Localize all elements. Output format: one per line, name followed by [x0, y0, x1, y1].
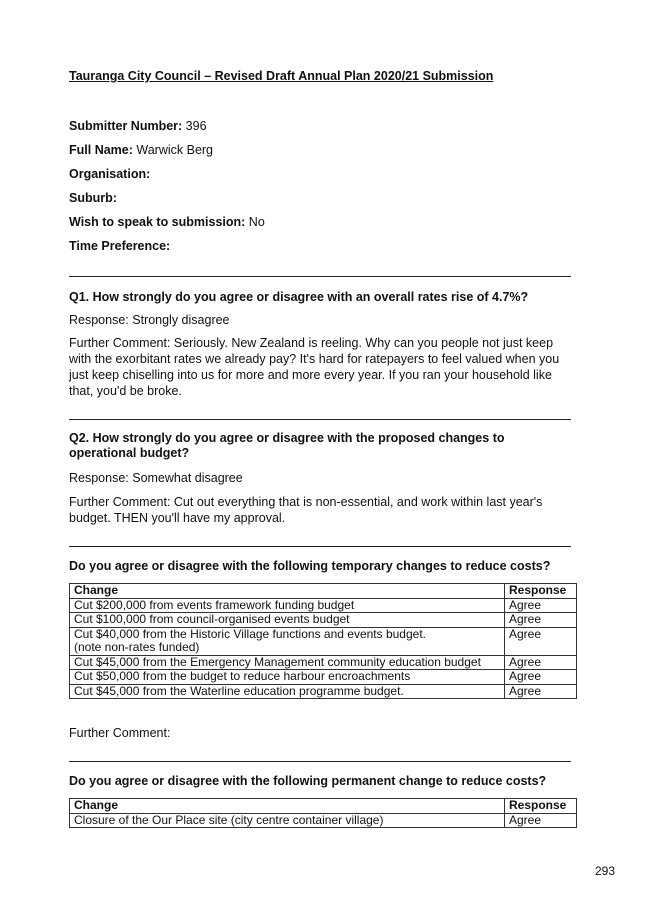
table-row — [70, 598, 577, 613]
section-divider — [69, 276, 571, 277]
page-number: 293 — [594, 864, 615, 878]
submitter-number-value: 396 — [182, 119, 207, 133]
response-column-header: Response — [505, 799, 577, 814]
q2-question: Q2. How strongly do you agree or disagree with the proposed changes to operational budget? — [69, 431, 505, 460]
change-cell: Cut $200,000 from events framework funding budget — [70, 598, 505, 613]
table-row — [70, 627, 577, 655]
wish-to-speak-label: Wish to speak to submission: — [69, 215, 246, 229]
wish-to-speak-field — [69, 215, 265, 230]
response-cell: Agree — [505, 627, 577, 655]
q2-comment: Further Comment: Cut out everything that is non-essential, and work within last year's budget. THEN you'll have my approval. — [69, 495, 543, 525]
permanent-change-question: Do you agree or disagree with the following permanent change to reduce costs? — [69, 774, 547, 788]
suburb-field — [69, 191, 117, 206]
table-row — [70, 655, 577, 670]
response-cell: Agree — [505, 598, 577, 613]
document-title: Tauranga City Council – Revised Draft Annual Plan 2020/21 Submission — [69, 69, 494, 83]
table-row — [70, 670, 577, 685]
time-preference-field — [69, 239, 170, 254]
full-name-label: Full Name: — [69, 143, 133, 157]
change-cell: Closure of the Our Place site (city centre container village) — [70, 813, 505, 828]
change-cell: Cut $50,000 from the budget to reduce harbour encroachments — [70, 670, 505, 685]
section-divider — [69, 419, 571, 420]
response-cell: Agree — [505, 684, 577, 699]
wish-to-speak-value: No — [245, 215, 265, 229]
submitter-number-field — [69, 119, 207, 134]
organisation-field — [69, 167, 150, 182]
q1-comment: Further Comment: Seriously. New Zealand is reeling. Why can you people not just keep with the exorbitant rates we already pay? It's hard for ratepayers to feel valued when you just keep chiselling into us for more and more every year. If you ran your household like that, you'd be broke. — [69, 336, 560, 398]
change-cell: Cut $100,000 from council-organised events budget — [70, 613, 505, 628]
q1-response: Response: Strongly disagree — [69, 313, 230, 327]
table-header-row — [70, 799, 577, 814]
change-note: (note non-rates funded) — [74, 640, 200, 654]
change-text: Cut $40,000 from the Historic Village functions and events budget. — [74, 626, 426, 641]
full-name-value: Warwick Berg — [132, 143, 214, 157]
response-cell: Agree — [505, 613, 577, 628]
response-column-header: Response — [505, 584, 577, 599]
temporary-changes-table — [69, 583, 577, 699]
change-cell: Cut $45,000 from the Emergency Management community education budget — [70, 655, 505, 670]
table-row — [70, 613, 577, 628]
suburb-label: Suburb: — [69, 191, 117, 205]
submitter-number-label: Submitter Number: — [69, 119, 183, 133]
q2-response: Response: Somewhat disagree — [69, 471, 243, 485]
temporary-changes-question: Do you agree or disagree with the following temporary changes to reduce costs? — [69, 559, 551, 573]
table-header-row — [70, 584, 577, 599]
temporary-changes-comment: Further Comment: — [69, 726, 171, 740]
table-row — [70, 684, 577, 699]
response-cell: Agree — [505, 655, 577, 670]
permanent-change-table — [69, 798, 577, 828]
table-row — [70, 813, 577, 828]
q1-question: Q1. How strongly do you agree or disagree with an overall rates rise of 4.7%? — [69, 290, 529, 304]
time-preference-label: Time Preference: — [69, 239, 171, 253]
change-column-header: Change — [70, 584, 505, 599]
change-cell: Cut $45,000 from the Waterline education programme budget. — [70, 684, 505, 699]
section-divider — [69, 761, 571, 762]
full-name-field — [69, 143, 213, 158]
response-cell: Agree — [505, 670, 577, 685]
organisation-label: Organisation: — [69, 167, 151, 181]
response-cell: Agree — [505, 813, 577, 828]
change-cell — [70, 627, 505, 655]
change-column-header: Change — [70, 799, 505, 814]
section-divider — [69, 546, 571, 547]
